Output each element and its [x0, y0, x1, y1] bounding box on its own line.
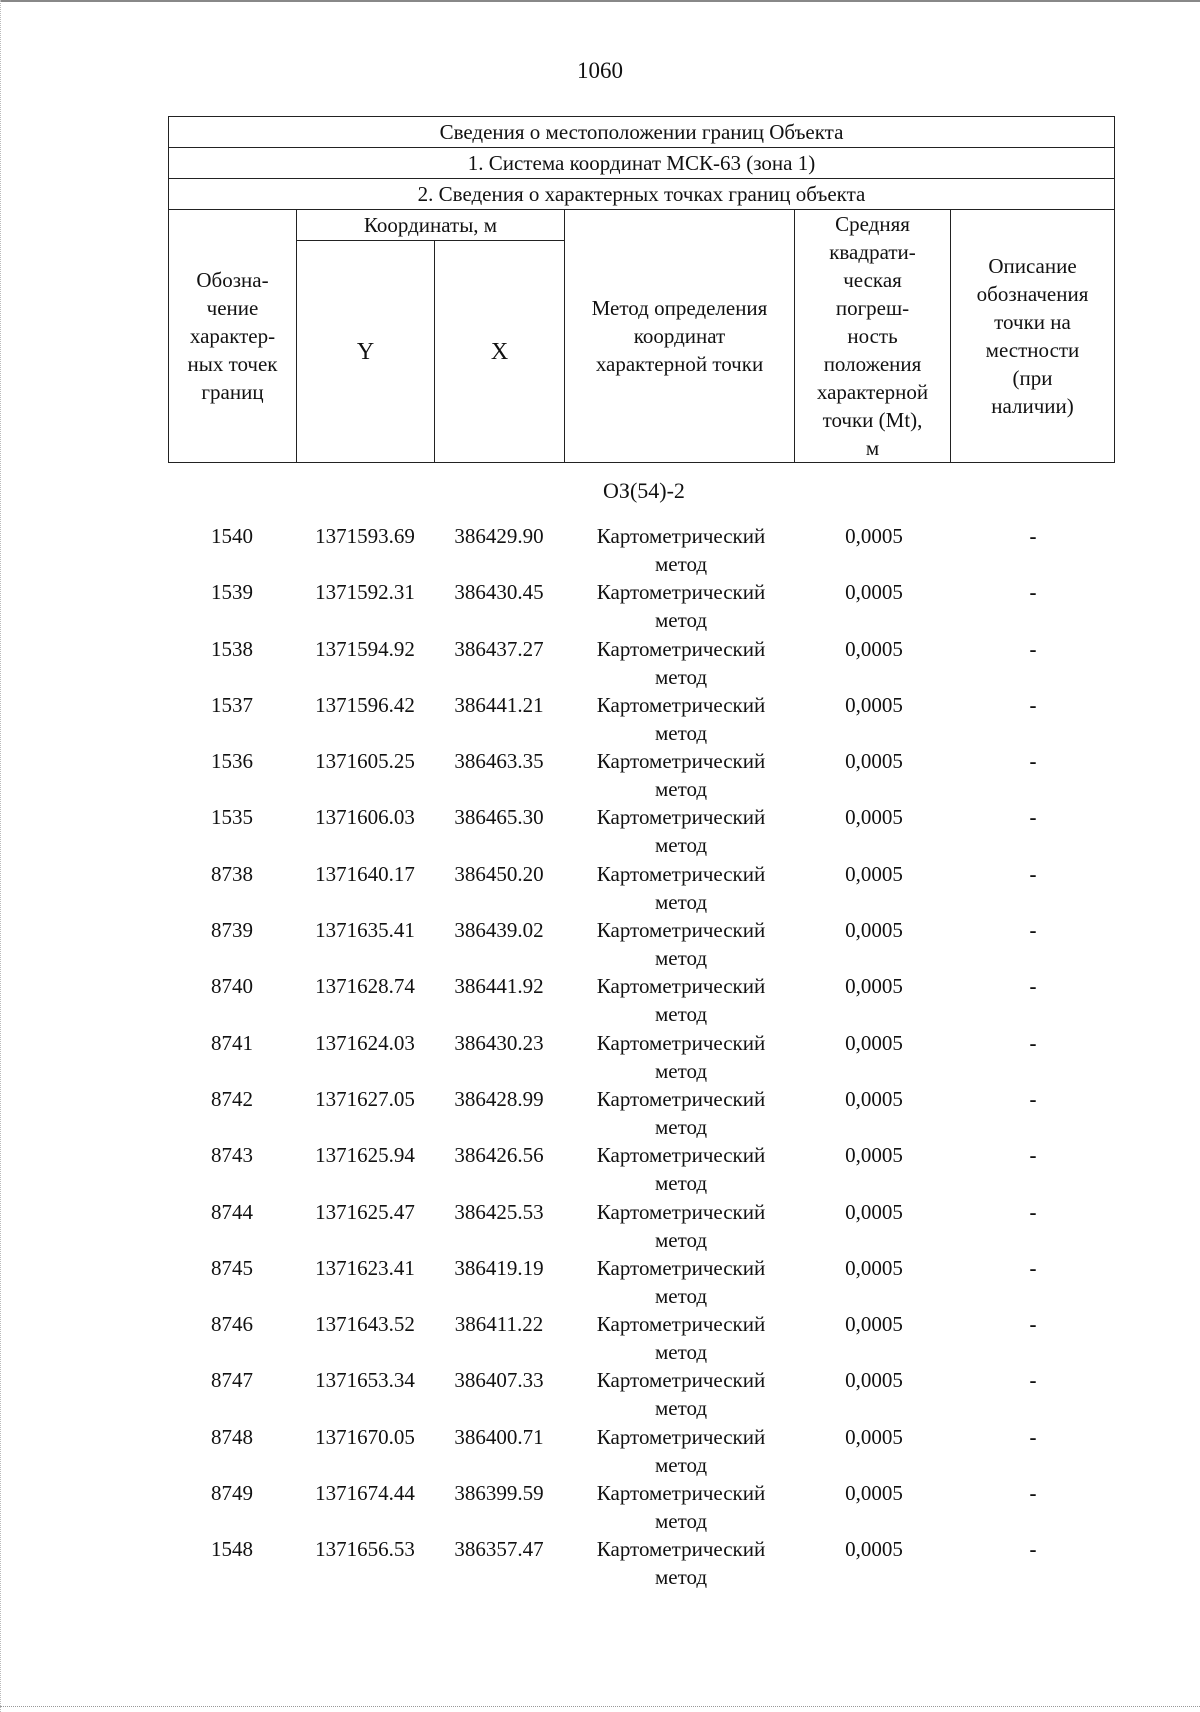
- coord-y: 1371596.42: [315, 692, 415, 717]
- method-line-1: Картометрический: [596, 1537, 766, 1562]
- description: -: [1029, 1312, 1037, 1337]
- method-line-1: Картометрический: [596, 524, 766, 548]
- point-id: 8740: [211, 974, 253, 999]
- method-line-2: метод: [654, 608, 708, 633]
- method-line-2: метод: [654, 1396, 708, 1421]
- method-line-1: Картометрический: [596, 580, 766, 605]
- method-line-2: метод: [654, 946, 708, 971]
- method-line-2: метод: [654, 1340, 708, 1365]
- error-value: 0,0005: [845, 805, 903, 830]
- description: -: [1029, 580, 1037, 605]
- coord-y: 1371625.94: [315, 1143, 415, 1168]
- method: [566, 747, 796, 803]
- table-row: [168, 1025, 1114, 1081]
- method-line-2: метод: [654, 552, 708, 576]
- coord-y: 1371605.25: [315, 749, 415, 774]
- description: -: [1029, 1537, 1037, 1562]
- method: [566, 1366, 796, 1422]
- coord-y: 1371640.17: [315, 861, 415, 886]
- point-id: 1536: [211, 749, 253, 774]
- table-row: [168, 1531, 1114, 1590]
- coord-x: 386450.20: [454, 861, 544, 886]
- method-line-2: метод: [654, 1171, 708, 1196]
- coord-y: 1371593.69: [315, 524, 415, 548]
- col-header-coordinates: Координаты, м: [297, 210, 565, 241]
- description: -: [1029, 1424, 1037, 1449]
- description: -: [1029, 974, 1037, 999]
- coord-x: 386430.45: [454, 580, 544, 605]
- table-row: [168, 1362, 1114, 1421]
- coord-x: 386407.33: [454, 1368, 544, 1393]
- point-id: 1548: [211, 1537, 253, 1562]
- method: [566, 1479, 796, 1535]
- error-value: 0,0005: [845, 636, 903, 661]
- table-row: [168, 1137, 1114, 1196]
- coord-y: 1371623.41: [315, 1255, 415, 1280]
- method-line-1: Картометрический: [596, 636, 766, 661]
- method: [566, 916, 796, 972]
- description: -: [1029, 1030, 1037, 1055]
- coord-x: 386439.02: [454, 918, 544, 943]
- method-line-1: Картометрический: [596, 1424, 766, 1449]
- description: -: [1029, 524, 1037, 548]
- table-row: [168, 799, 1114, 858]
- coord-y: 1371643.52: [315, 1312, 415, 1337]
- method-line-1: Картометрический: [596, 1143, 766, 1168]
- coord-x: 386429.90: [454, 524, 544, 548]
- point-id: 8749: [211, 1481, 253, 1506]
- coord-x: 386357.47: [454, 1537, 544, 1562]
- error-value: 0,0005: [845, 1537, 903, 1562]
- point-id: 1539: [211, 580, 253, 605]
- error-value: 0,0005: [845, 1424, 903, 1449]
- method: [566, 860, 796, 916]
- table-row: [168, 1475, 1114, 1534]
- col-header-method: Метод определения координат характерной точки: [565, 210, 795, 463]
- method-line-2: метод: [654, 1283, 708, 1308]
- description: -: [1029, 861, 1037, 886]
- method-line-2: метод: [654, 1114, 708, 1139]
- method-line-2: метод: [654, 1058, 708, 1083]
- coord-x: 386399.59: [454, 1481, 544, 1506]
- coord-x: 386430.23: [454, 1030, 544, 1055]
- method: [566, 635, 796, 691]
- section-label: ОЗ(54)-2: [603, 478, 685, 503]
- description: -: [1029, 1143, 1037, 1168]
- table-row: [168, 1250, 1114, 1306]
- method-line-2: метод: [654, 777, 708, 802]
- method: [566, 803, 796, 859]
- error-value: 0,0005: [845, 1255, 903, 1280]
- method: [566, 522, 796, 578]
- error-value: 0,0005: [845, 1481, 903, 1506]
- point-id: 8742: [211, 1086, 253, 1111]
- coord-x: 386441.92: [454, 974, 544, 999]
- table-row: [168, 743, 1114, 802]
- point-id: 1537: [211, 692, 253, 717]
- error-value: 0,0005: [845, 1312, 903, 1337]
- error-value: 0,0005: [845, 1199, 903, 1224]
- header-table: [168, 116, 1115, 463]
- method: [566, 1198, 796, 1254]
- method-line-1: Картометрический: [596, 974, 766, 999]
- scan-left-edge: [0, 0, 2, 1712]
- error-value: 0,0005: [845, 861, 903, 886]
- coord-y: 1371625.47: [315, 1199, 415, 1224]
- coord-y: 1371627.05: [315, 1086, 415, 1111]
- table-title: Сведения о местоположении границ Объекта: [169, 117, 1115, 148]
- coord-y: 1371624.03: [315, 1030, 415, 1055]
- coord-x: 386426.56: [454, 1143, 544, 1168]
- method-line-1: Картометрический: [596, 692, 766, 717]
- method-line-1: Картометрический: [596, 1086, 766, 1111]
- method-line-2: метод: [654, 833, 708, 858]
- point-id: 8738: [211, 861, 253, 886]
- method-line-1: Картометрический: [596, 805, 766, 830]
- scan-bottom-edge: [0, 1706, 1200, 1708]
- coord-x: 386419.19: [454, 1255, 544, 1280]
- method-line-2: метод: [654, 1227, 708, 1252]
- coord-x: 386428.99: [454, 1086, 544, 1111]
- error-value: 0,0005: [845, 692, 903, 717]
- coord-y: 1371656.53: [315, 1537, 415, 1562]
- point-id: 8745: [211, 1255, 253, 1280]
- col-header-error: Средняя квадрати- ческая погреш- ность положения характерной точки (Mt), м: [795, 210, 951, 463]
- error-value: 0,0005: [845, 1030, 903, 1055]
- method-line-1: Картометрический: [596, 749, 766, 774]
- point-id: 8748: [211, 1424, 253, 1449]
- method-line-1: Картометрический: [596, 1368, 766, 1393]
- method-line-1: Картометрический: [596, 861, 766, 886]
- table-row: [168, 1194, 1114, 1250]
- error-value: 0,0005: [845, 580, 903, 605]
- method-line-2: метод: [654, 889, 708, 914]
- method: [566, 1085, 796, 1141]
- table-row: [168, 687, 1114, 743]
- method: [566, 1535, 796, 1591]
- error-value: 0,0005: [845, 974, 903, 999]
- col-header-x: X: [435, 241, 565, 463]
- points-title: 2. Сведения о характерных точках границ объекта: [169, 179, 1115, 210]
- coord-y: 1371635.41: [315, 918, 415, 943]
- description: -: [1029, 1255, 1037, 1280]
- description: -: [1029, 805, 1037, 830]
- coord-x: 386463.35: [454, 749, 544, 774]
- method: [566, 578, 796, 634]
- point-id: 8741: [211, 1030, 253, 1055]
- error-value: 0,0005: [845, 1086, 903, 1111]
- method-line-1: Картометрический: [596, 1255, 766, 1280]
- coordinate-system: 1. Система координат МСК-63 (зона 1): [169, 148, 1115, 179]
- description: -: [1029, 692, 1037, 717]
- method-line-2: метод: [654, 664, 708, 689]
- table-row: [168, 574, 1114, 633]
- table-row: [168, 518, 1114, 574]
- error-value: 0,0005: [845, 749, 903, 774]
- method-line-1: Картометрический: [596, 1030, 766, 1055]
- description: -: [1029, 918, 1037, 943]
- coord-x: 386437.27: [454, 636, 544, 661]
- coord-x: 386411.22: [454, 1312, 544, 1337]
- method-line-2: метод: [654, 720, 708, 745]
- description: -: [1029, 1199, 1037, 1224]
- coord-x: 386425.53: [454, 1199, 544, 1224]
- col-header-description: Описание обозначения точки на местности (при наличии): [951, 210, 1115, 463]
- method-line-1: Картометрический: [596, 918, 766, 943]
- coord-x: 386400.71: [454, 1424, 544, 1449]
- point-id: 8739: [211, 918, 253, 943]
- coord-y: 1371592.31: [315, 580, 415, 605]
- coord-y: 1371594.92: [315, 636, 415, 661]
- error-value: 0,0005: [845, 1143, 903, 1168]
- error-value: 0,0005: [845, 524, 903, 548]
- description: -: [1029, 1086, 1037, 1111]
- page-number: 1060: [577, 58, 623, 83]
- point-id: 8743: [211, 1143, 253, 1168]
- coord-x: 386441.21: [454, 692, 544, 717]
- point-id: 8747: [211, 1368, 253, 1393]
- point-id: 1535: [211, 805, 253, 830]
- col-header-y: Y: [297, 241, 435, 463]
- method-line-1: Картометрический: [596, 1199, 766, 1224]
- scan-top-edge: [0, 0, 1200, 2]
- method-line-2: метод: [654, 1509, 708, 1534]
- point-id: 1540: [211, 524, 253, 548]
- method-line-1: Картометрический: [596, 1481, 766, 1506]
- description: -: [1029, 636, 1037, 661]
- table-row: [168, 1419, 1114, 1475]
- description: -: [1029, 1481, 1037, 1506]
- coord-y: 1371653.34: [315, 1368, 415, 1393]
- method: [566, 691, 796, 747]
- method: [566, 1029, 796, 1085]
- method: [566, 1310, 796, 1366]
- error-value: 0,0005: [845, 918, 903, 943]
- table-row: [168, 1081, 1114, 1137]
- table-row: [168, 856, 1114, 912]
- method-line-2: метод: [654, 1452, 708, 1477]
- description: -: [1029, 749, 1037, 774]
- coord-y: 1371670.05: [315, 1424, 415, 1449]
- table-row: [168, 631, 1114, 687]
- col-header-point-id: Обозна- чение характер- ных точек границ: [169, 210, 297, 463]
- table-row: [168, 912, 1114, 971]
- point-id: 8744: [211, 1199, 253, 1224]
- coord-y: 1371628.74: [315, 974, 415, 999]
- table-row: [168, 1306, 1114, 1365]
- method-line-2: метод: [654, 1002, 708, 1027]
- coord-y: 1371606.03: [315, 805, 415, 830]
- error-value: 0,0005: [845, 1368, 903, 1393]
- method: [566, 1141, 796, 1197]
- method: [566, 972, 796, 1028]
- method-line-1: Картометрический: [596, 1312, 766, 1337]
- method-line-2: метод: [654, 1565, 708, 1590]
- method: [566, 1423, 796, 1479]
- description: -: [1029, 1368, 1037, 1393]
- points-list: [168, 518, 1114, 1588]
- table-row: [168, 968, 1114, 1027]
- coord-y: 1371674.44: [315, 1481, 415, 1506]
- method: [566, 1254, 796, 1310]
- coord-x: 386465.30: [454, 805, 544, 830]
- point-id: 8746: [211, 1312, 253, 1337]
- point-id: 1538: [211, 636, 253, 661]
